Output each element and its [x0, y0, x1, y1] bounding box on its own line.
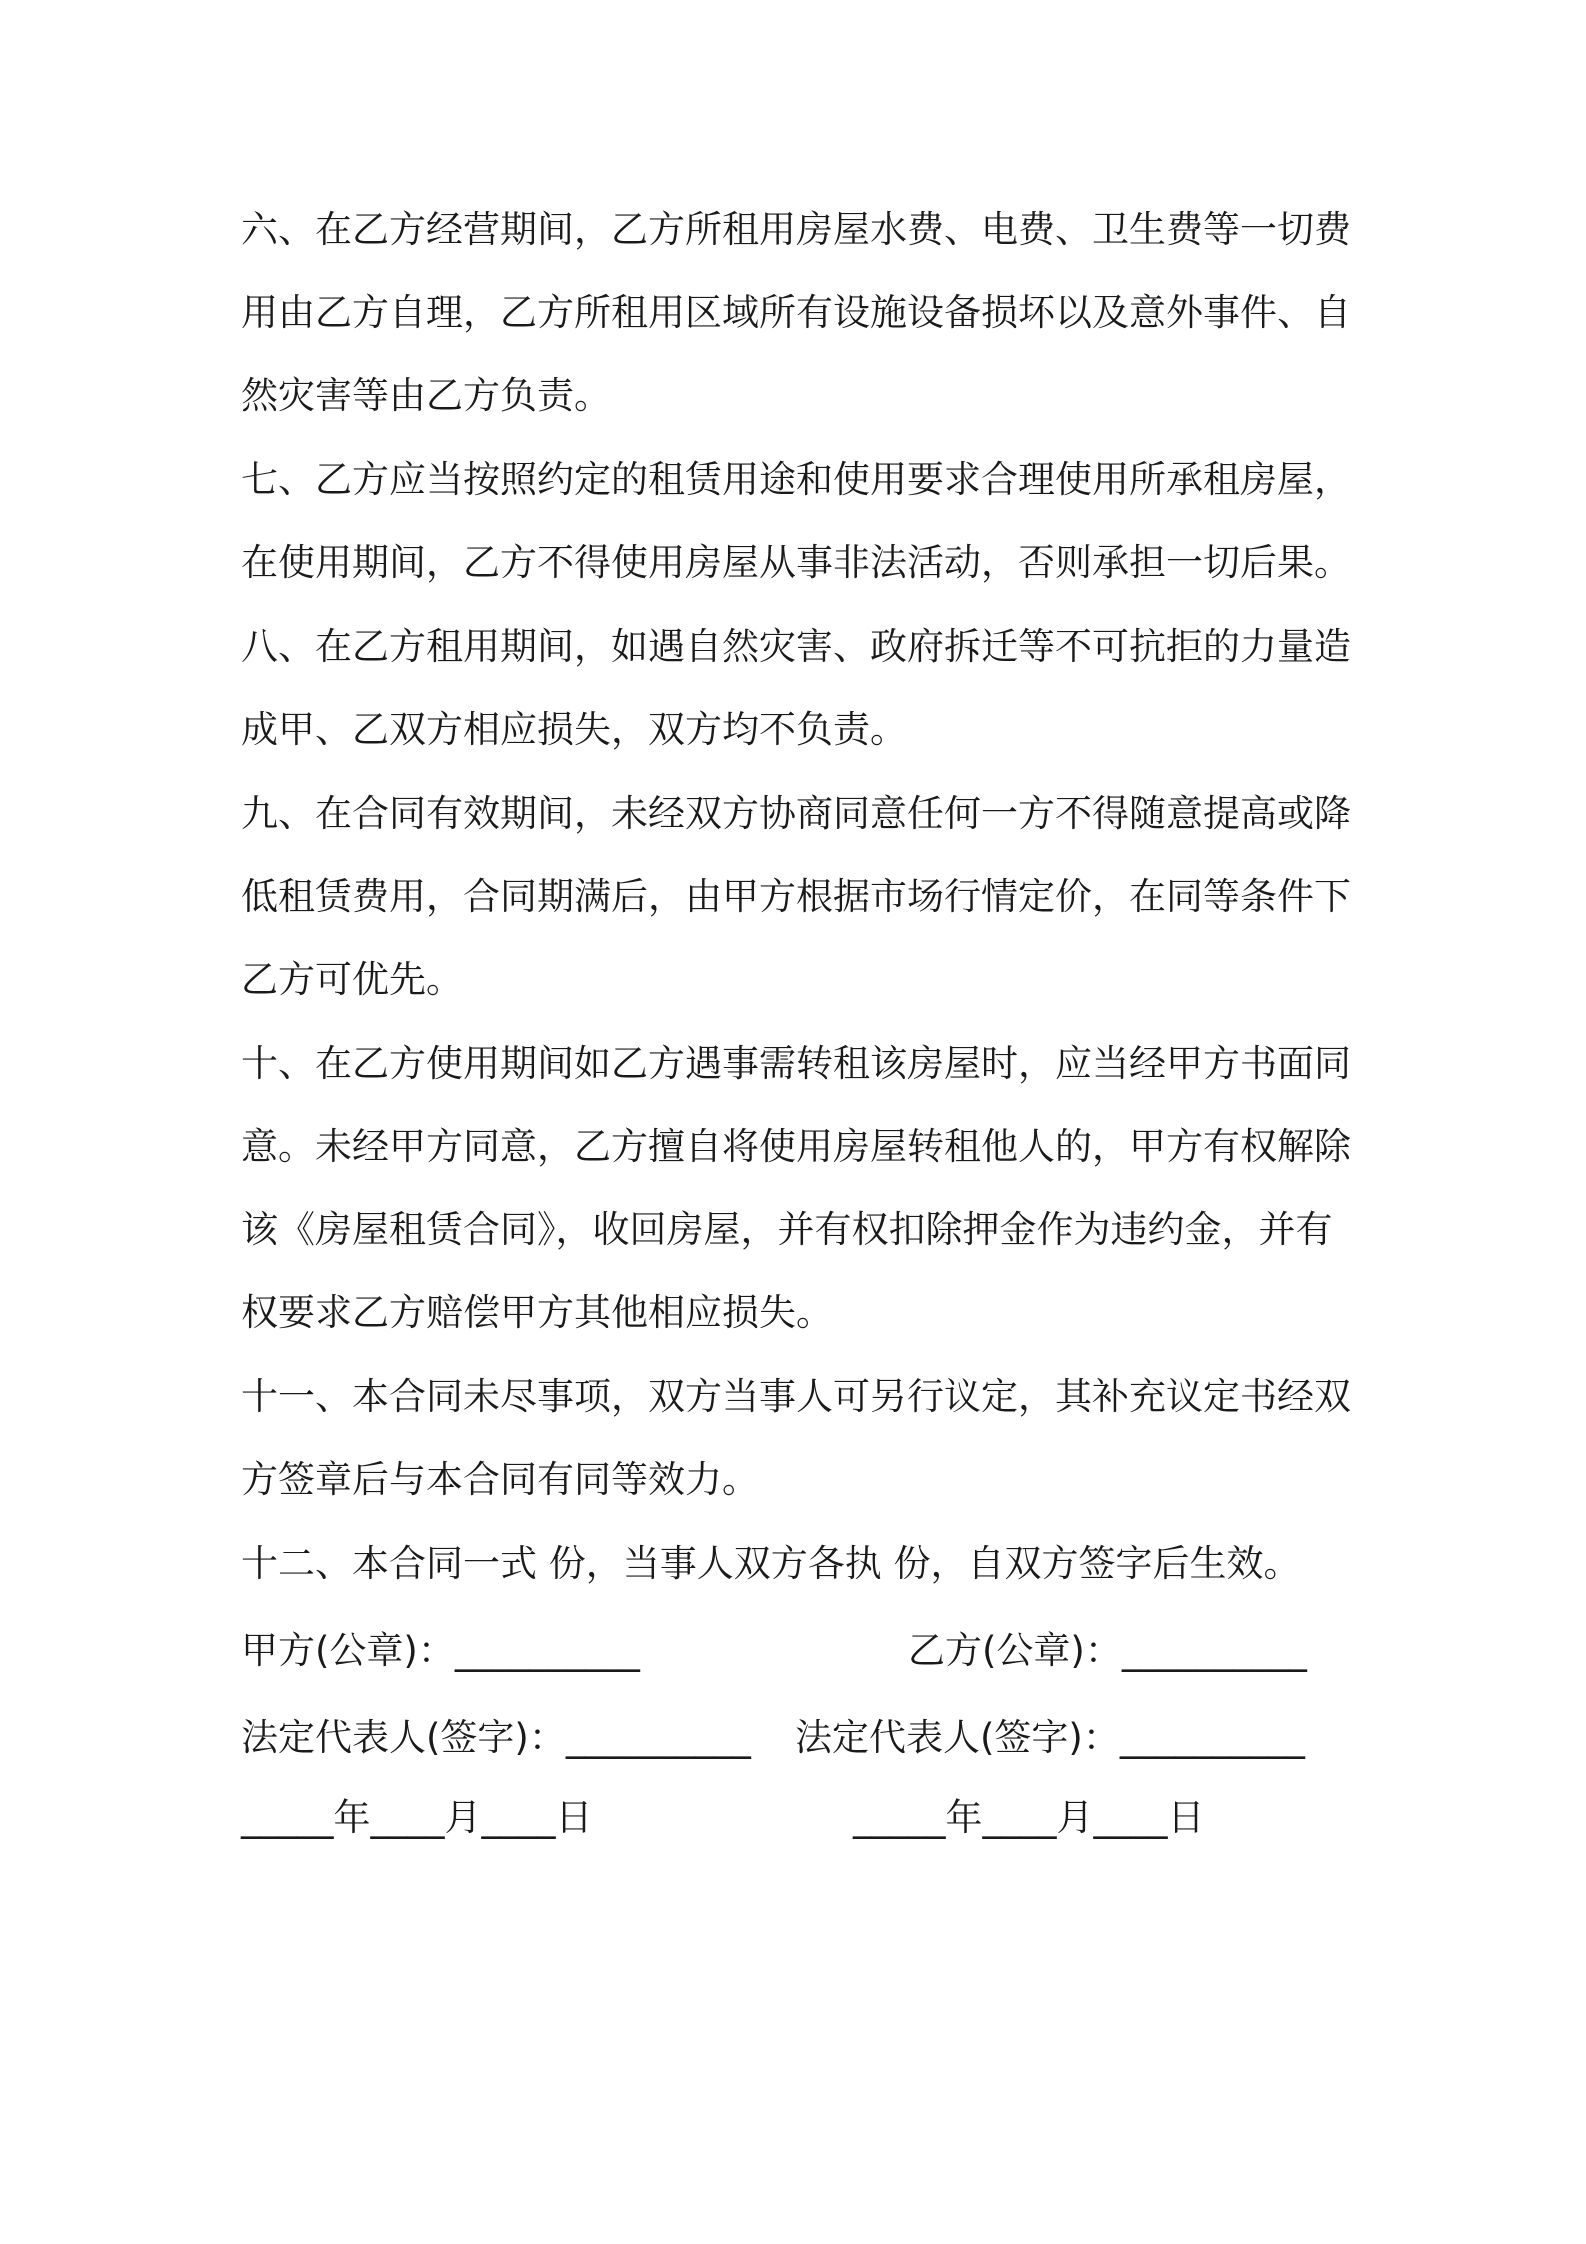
party-a-seal-line: 甲方(公章)：__________ [241, 1629, 640, 1672]
party-b-seal-line: 乙方(公章)：__________ [908, 1629, 1307, 1672]
party-a-representative-line: 法定代表人(签字)：__________ [241, 1716, 751, 1759]
party-a-date-line: _____年____月____日 [241, 1796, 593, 1839]
clause-11: 十一、本合同未尽事项，双方当事人可另行议定，其补充议定书经双方签章后与本合同有同等效力。 [241, 1375, 1351, 1501]
party-b-date-line: _____年____月____日 [853, 1796, 1205, 1839]
clause-12: 十二、本合同一式 份，当事人双方各执 份，自双方签字后生效。 [241, 1542, 1301, 1585]
party-b-representative-line: 法定代表人(签字)：__________ [795, 1716, 1305, 1759]
clause-9: 九、在合同有效期间，未经双方协商同意任何一方不得随意提高或降低租赁费用，合同期满后，由甲方根据市场行情定价，在同等条件下乙方可优先。 [241, 792, 1351, 1001]
clause-8: 八、在乙方租用期间，如遇自然灾害、政府拆迁等不可抗拒的力量造成甲、乙双方相应损失，双方均不负责。 [241, 625, 1351, 751]
clause-6: 六、在乙方经营期间，乙方所租用房屋水费、电费、卫生费等一切费用由乙方自理，乙方所租用区域所有设施设备损坏以及意外事件、自然灾害等由乙方负责。 [241, 208, 1351, 417]
clause-7: 七、乙方应当按照约定的租赁用途和使用要求合理使用所承租房屋，在使用期间，乙方不得使用房屋从事非法活动，否则承担一切后果。 [241, 458, 1351, 584]
clause-10: 十、在乙方使用期间如乙方遇事需转租该房屋时，应当经甲方书面同意。未经甲方同意，乙方擅自将使用房屋转租他人的，甲方有权解除该《房屋租赁合同》，收回房屋，并有权扣除押金作为违约金，并有权要求乙方赔偿甲方其他相应损失。 [241, 1042, 1351, 1334]
